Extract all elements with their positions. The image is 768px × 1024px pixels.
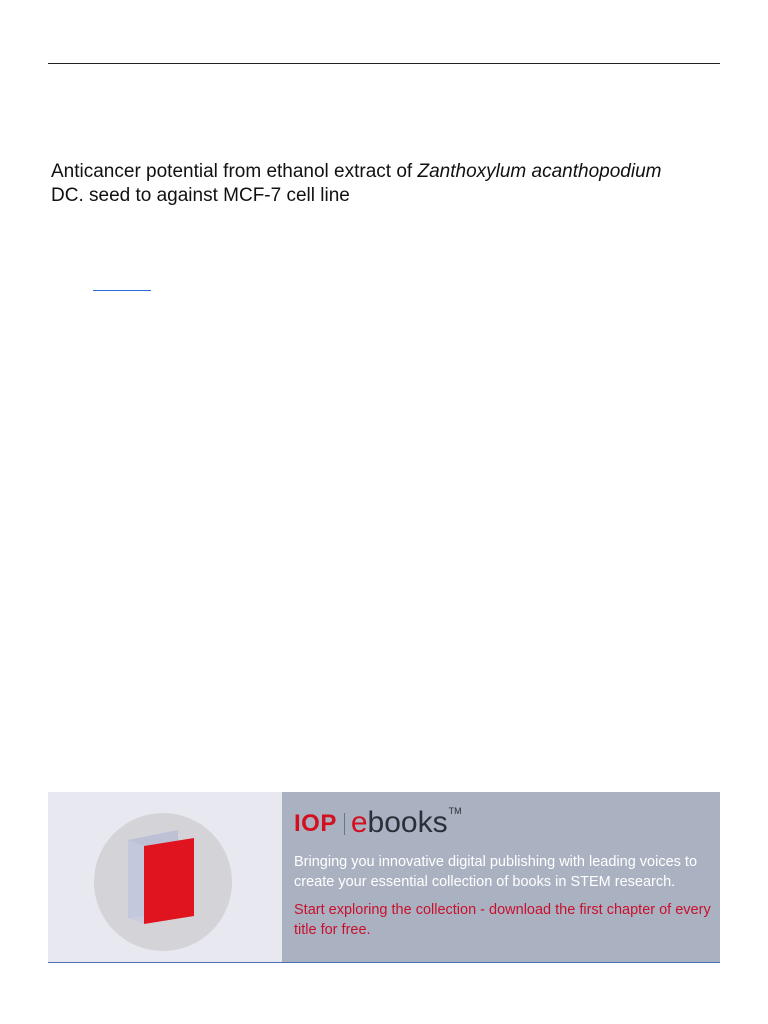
banner-content: [282, 792, 720, 962]
article-link[interactable]: [93, 290, 151, 291]
iop-ebooks-banner[interactable]: [48, 792, 720, 962]
iop-ebooks-logo: [294, 804, 462, 838]
banner-tagline: Bringing you innovative digital publishing with leading voices to create your essential collection of books in STEM research.: [294, 854, 698, 890]
banner-graphic: [48, 792, 282, 962]
article-title: [51, 160, 731, 208]
title-species: Zanthoxylum acanthopodium: [417, 161, 662, 182]
title-text-tail: DC. seed to against MCF-7 cell line: [51, 185, 350, 206]
banner-cta-link[interactable]: Start exploring the collection - download the first chapter of every title for free.: [294, 902, 711, 938]
header-rule: [48, 63, 720, 64]
banner-bottom-rule: [48, 962, 720, 963]
logo-books: books: [367, 806, 448, 839]
book-icon: [48, 792, 282, 962]
logo-trademark: TM: [448, 806, 462, 816]
title-text: Anticancer potential from ethanol extract of: [51, 161, 418, 182]
logo-divider: [344, 813, 345, 835]
logo-iop: IOP: [294, 810, 337, 837]
logo-e: e: [350, 806, 368, 839]
